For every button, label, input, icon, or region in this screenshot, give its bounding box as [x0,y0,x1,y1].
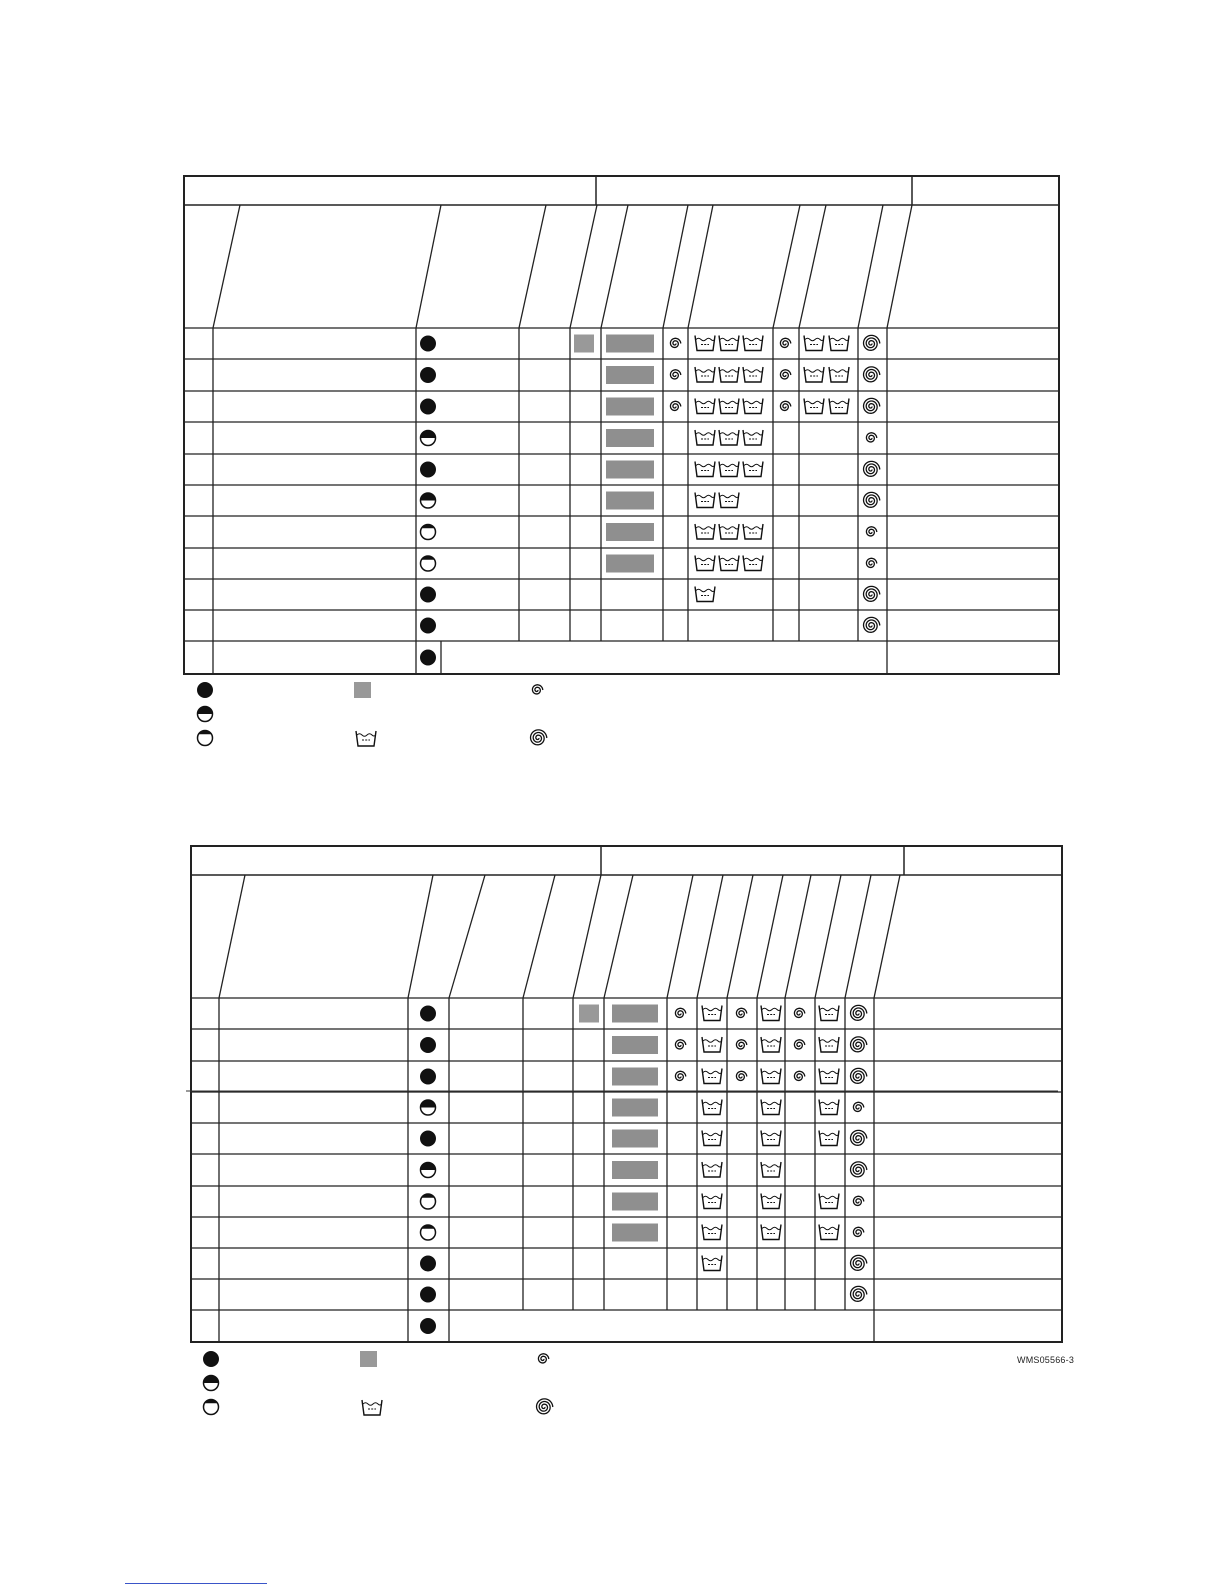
grey-box-icon [360,1351,377,1367]
full-circle-icon [421,1006,436,1021]
small-spiral-icon [794,1008,804,1017]
wash-tub-icon [702,1225,722,1240]
grey-bar [606,461,654,479]
wash-tub-icon [761,1069,781,1084]
legend-2 [204,1351,553,1415]
header-slant [663,205,688,328]
grey-bar [606,398,654,416]
half-circle-icon [198,707,213,722]
small-spiral-icon [780,401,790,410]
large-spiral-icon [851,1286,867,1301]
wash-tub-icon [804,399,824,414]
grey-bar [606,492,654,510]
header-slant [408,875,433,998]
small-spiral-icon [670,338,680,347]
small-spiral-icon [532,685,542,694]
large-spiral-icon [851,1162,867,1177]
wash-tub-icon [719,556,739,571]
wash-tub-icon [719,336,739,351]
half-circle-icon [204,1376,219,1391]
wash-tub-icon [695,367,715,382]
wash-tub-icon [829,399,849,414]
wash-tub-icon [804,367,824,382]
full-circle-icon [421,1131,436,1146]
wash-tub-icon [761,1194,781,1209]
wash-tub-icon [702,1037,722,1052]
wash-tub-icon [719,524,739,539]
wash-tub-icon [719,430,739,445]
wash-tub-icon [743,524,763,539]
wash-tub-icon [702,1194,722,1209]
wash-tub-icon [819,1131,839,1146]
half-circle-icon [421,1100,436,1115]
quarter-circle-icon [421,556,436,571]
wash-tub-icon [761,1100,781,1115]
full-circle-icon [421,618,436,633]
grey-bar [606,366,654,384]
full-circle-icon [421,1319,436,1334]
grey-box-icon [354,682,371,698]
header-slant [604,875,633,998]
full-circle-icon [421,650,436,665]
small-spiral-icon [853,1196,863,1205]
header-slant [449,875,485,998]
small-spiral-icon [675,1071,685,1080]
large-spiral-icon [864,492,880,507]
grey-bar [612,1005,658,1023]
wash-tub-icon [743,336,763,351]
wash-tub-icon [695,524,715,539]
header-slant [213,205,240,328]
full-circle-icon [421,462,436,477]
small-spiral-icon [866,433,876,442]
wash-tub-icon [356,731,376,746]
wash-tub-icon [819,1037,839,1052]
small-spiral-icon [670,370,680,379]
small-spiral-icon [866,558,876,567]
large-spiral-icon [531,730,547,745]
wash-tub-icon [695,336,715,351]
header-slant [519,205,546,328]
full-circle-icon [421,399,436,414]
wash-tub-icon [743,399,763,414]
header-slant [688,205,713,328]
wash-tub-icon [702,1256,722,1271]
quarter-circle-icon [204,1400,219,1415]
full-circle-icon [421,368,436,383]
wash-tub-icon [819,1006,839,1021]
wash-tub-icon [829,367,849,382]
wash-tub-icon [695,430,715,445]
full-circle-icon [421,1256,436,1271]
large-spiral-icon [851,1130,867,1145]
grey-bar [612,1068,658,1086]
wash-tub-icon [829,336,849,351]
full-circle-icon [421,1038,436,1053]
wash-tub-icon [743,367,763,382]
small-spiral-icon [853,1227,863,1236]
header-slant [573,875,601,998]
grey-bar [606,523,654,541]
full-circle-icon [421,1287,436,1302]
wash-tub-icon [719,462,739,477]
table-frame [191,846,1062,1342]
full-circle-icon [421,336,436,351]
grey-bar [612,1161,658,1179]
wash-tub-icon [804,336,824,351]
large-spiral-icon [864,586,880,601]
small-spiral-icon [736,1071,746,1080]
header-slant [757,875,783,998]
wash-tub-icon [761,1162,781,1177]
grey-box-icon [579,1005,599,1023]
quarter-circle-icon [198,731,213,746]
half-circle-icon [421,1163,436,1178]
header-slant [570,205,597,328]
large-spiral-icon [537,1399,553,1414]
large-spiral-icon [851,1068,867,1083]
grey-bar [606,555,654,573]
header-slant [697,875,723,998]
grey-bar [612,1036,658,1054]
full-circle-icon [204,1352,219,1367]
small-spiral-icon [736,1040,746,1049]
header-slant [845,875,871,998]
wash-tub-icon [819,1225,839,1240]
large-spiral-icon [864,461,880,476]
wash-tub-icon [719,367,739,382]
grey-bar [612,1130,658,1148]
wash-tub-icon [743,556,763,571]
wash-tub-icon [743,462,763,477]
wash-tub-icon [761,1037,781,1052]
quarter-circle-icon [421,1225,436,1240]
header-slant [773,205,800,328]
header-slant [799,205,826,328]
header-slant [219,875,245,998]
wash-tub-icon [695,587,715,602]
grey-bar [606,429,654,447]
grey-box-icon [574,335,594,353]
full-circle-icon [421,587,436,602]
large-spiral-icon [864,617,880,632]
grey-bar [612,1193,658,1211]
small-spiral-icon [794,1040,804,1049]
wash-tub-icon [761,1225,781,1240]
wash-tub-icon [761,1131,781,1146]
wash-tub-icon [743,430,763,445]
wash-tub-icon [702,1006,722,1021]
program-table-1 [184,176,1059,674]
quarter-circle-icon [421,1194,436,1209]
header-slant [887,205,912,328]
quarter-circle-icon [421,525,436,540]
wash-tub-icon [719,493,739,508]
large-spiral-icon [851,1037,867,1052]
document-code: WMS05566-3 [1017,1355,1075,1365]
header-slant [601,205,628,328]
wash-tub-icon [819,1194,839,1209]
half-circle-icon [421,493,436,508]
small-spiral-icon [866,527,876,536]
small-spiral-icon [736,1008,746,1017]
footer-line [125,1583,267,1584]
wash-tub-icon [362,1400,382,1415]
wash-tub-icon [819,1069,839,1084]
wash-tub-icon [702,1100,722,1115]
full-circle-icon [421,1069,436,1084]
wash-tub-icon [719,399,739,414]
small-spiral-icon [675,1008,685,1017]
header-slant [815,875,841,998]
header-slant [874,875,900,998]
header-slant [727,875,753,998]
large-spiral-icon [851,1005,867,1020]
small-spiral-icon [670,401,680,410]
wash-tub-icon [702,1069,722,1084]
header-slant [523,875,555,998]
grey-bar [612,1224,658,1242]
wash-tub-icon [819,1100,839,1115]
wash-tub-icon [695,556,715,571]
wash-tub-icon [702,1131,722,1146]
large-spiral-icon [864,367,880,382]
header-slant [416,205,441,328]
large-spiral-icon [864,398,880,413]
small-spiral-icon [675,1040,685,1049]
small-spiral-icon [780,370,790,379]
header-slant [667,875,693,998]
header-slant [785,875,811,998]
wash-tub-icon [695,399,715,414]
small-spiral-icon [853,1102,863,1111]
wash-tub-icon [695,493,715,508]
large-spiral-icon [851,1255,867,1270]
table-frame [184,176,1059,674]
header-slant [858,205,883,328]
wash-tub-icon [761,1006,781,1021]
full-circle-icon [198,683,213,698]
wash-tub-icon [702,1162,722,1177]
grey-bar [612,1099,658,1117]
small-spiral-icon [794,1071,804,1080]
program-table-2 [191,846,1062,1342]
small-spiral-icon [538,1354,548,1363]
grey-bar [606,335,654,353]
legend-1 [198,682,547,746]
large-spiral-icon [864,335,880,350]
wash-tub-icon [695,462,715,477]
small-spiral-icon [780,338,790,347]
half-circle-icon [421,431,436,446]
